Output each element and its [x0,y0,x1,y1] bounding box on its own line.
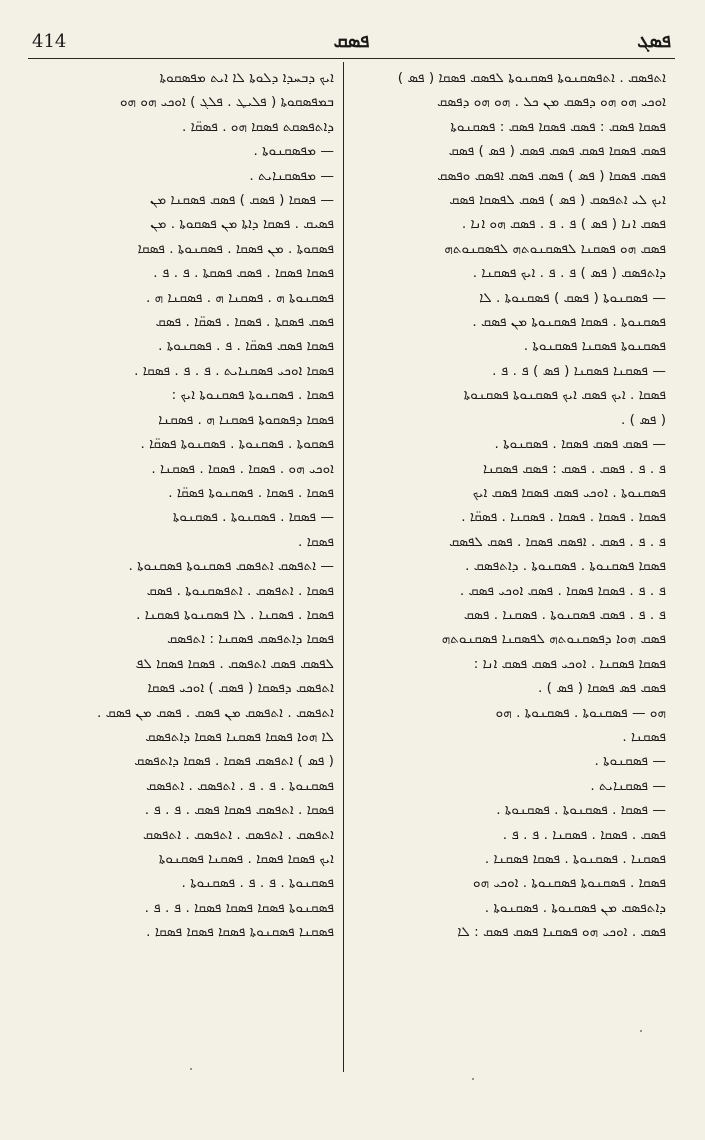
paper-speck [640,1030,642,1032]
right-column-line: ܗܘ — ܦܣܩܢܘܬܐ . ܦܣܩܢܘܬܐ . ܗܘ [495,704,666,721]
left-column-line: — ܡܦܣܩܢܐܝܬ . [249,167,334,184]
right-column-line: ܦܣܩ ܦܣܩܐ ܦܣܩ ܦܣܩ ܦܣܩ ( ܦܣ ) ܦܣܩ [448,143,666,160]
right-column-line: ܐܬܦܣܩ . ܐܬܦܣܩܢܘܬܐ ܦܣܩܢܘܬܐ ܠܦܣܩ ܦܣܩܐ ( ܦܣ ) [397,70,666,86]
left-column-line: ܐܝܟ ܦܣܩܐ ܦܣܩܐ . ܦܣܩܢܐ ܦܣܩܢܘܬܐ [158,851,334,867]
right-column-line: ܦܣܩܢܐ . ܦܣܩܢܘܬܐ . ܦܣܩܐ ܦܣܩܢܐ . [484,851,666,867]
left-column-line: ܦܣܩ ܦܣܩܬܐ . ܦܣܩܐ . ܦܣܩ̈ܐ . ܦܣܩ [155,314,334,331]
right-column-line: ( ܦܣ ) . [620,411,666,428]
left-column-line: ܦܣܩܢܐ ܦܣܩܢܘܬܐ ܦܣܩܐ ܦܣܩܐ ܦܣܩܐ . [146,924,334,941]
right-column-line: ܦܣܩܐ ܦܣܩܢܘܬܐ . ܦܣܩܢܘܬܐ . ܕܐܬܦܣܩ . [465,558,666,575]
left-column-line: ( ܦܣ ) ܐܬܦܣܩ ܦܣܩܐ . ܦܣܩܐ ܕܐܬܦܣܩ [134,753,334,770]
right-column-line: ܦܣܩܐ . ܐܝܟ ܦܣܩ ܐܝܟ ܦܣܩܢܘܬܐ ܦܣܩܢܘܬܐ [463,387,666,404]
left-column-line: — ܡܦܣܩܢܘܬܐ . [253,143,334,160]
left-column-line: ܠܦܣܩ ܦܣܩ ܐܬܦܣܩ . ܦܣܩܐ ܦܣܩܐ ܠܦ [135,655,334,672]
left-column-line: ܦܣܩܐ . [298,533,334,550]
left-column-line: ܒܡܦܣܩܘܬܐ ( ܦܠܝܛ . ܦܠܓ ) ܐܘܟܝ ܗܘ ܗܘ [119,94,334,111]
left-column-line: ܦܣܝܩ . ܦܣܩܐ ܕܐܬܐ ܡܢ ܦܣܩܘܬܐ . ܡܢ [150,216,334,233]
right-column-line: ܦܣܩܐ . ܦܣܩܢܘܬܐ ܦܣܩܢܘܬܐ . ܐܘܟܝ ܗܘ [473,875,666,892]
right-column-line: ܦܣܩ . ܐܘܟܝ ܗܘ ܦܣܩܢܐ ܦܣܩ ܦܣܩ : ܠܐ [457,924,666,941]
right-column-line: — ܦܣܩܢܐܝܬ . [590,777,666,794]
left-column-line: — ܦܣܩܐ ( ܦܣܩ ) ܦܣܩ ܦܣܩܢܐ ܡܢ [149,192,334,209]
left-column-line: ܦܣܩܐ ܕܦܣܩܘܬܐ ܦܣܩܢܐ ܗ . ܦܣܩܢܐ [158,411,334,428]
right-column-line: ܦܣܩ . ܦܣܩܐ . ܦܣܩܢܐ . ܦ . ܦ . [502,826,666,843]
right-column-line: — ܦܣܩܐ . ܦܣܩܢܘܬܐ . ܦܣܩܢܘܬܐ . [496,802,666,819]
left-column-line: ܦܣܩܐ ܐܘܟܝ ܦܣܩܢܐܝܬ . ܦ . ܦ . ܦܣܩܐ . [134,362,334,379]
right-column-line: ܦܣܩܐ ܦܣܩܢܐ . ܐܘܟܝ ܦܣܩ ܦܣܩ ܐܢܐ : [473,655,666,672]
left-column-line: ܐܬܦܣܩ . ܐܬܦܣܩ ܡܢ ܦܣܩ . ܦܣܩ ܡܢ ܦܣܩ . [97,704,334,721]
left-column-line: ܕܐܬܦܣܩܬ ܦܣܩܐ ܗܘ . ܦܣܩ̈ܐ . [181,118,334,135]
right-column-line: — ܦܣܩܢܘܬܐ ( ܦܣܩ ) ܦܣܩܢܘܬܐ . ܠܐ [479,289,666,306]
right-column-line: ܦܣܩ ܗܘܐ ܕܦܣܩܢܘܬܗ ܠܦܣܩܢܐ ܦܣܩܢܘܬܗ [441,631,666,648]
left-column-line: ܦܣܩܢܘܬܐ ܗ . ܦܣܩܢܐ ܗ . ܦܣܩܢܐ ܗ . [145,289,334,306]
left-column-line: — ܦܣܩܐ . ܦܣܩܢܘܬܐ . ܦܣܩܢܘܬܐ [172,509,334,526]
left-column-line: ܦܣܩܐ . ܦܣܩܢܘܬܐ ܦܣܩܢܘܬܐ ܐܝܟ : [171,387,334,404]
right-column-line: ܦܣܩ ܐܢܐ ( ܦܣ ) ܦ . ܦ . ܦܣܩ ܗܘ ܐܢܐ . [461,216,666,233]
left-column-line: ܦܣܩܐ ܦܣܩ ܦܣܩ̈ܐ . ܦ . ܦܣܩܢܘܬܐ . [158,338,334,355]
right-column-line: ܐܝܟ ܠܝ ܐܬܦܣܩ ( ܦܣ ) ܦܣܩ ܠܦܣܩܐ ܦܣܩ [449,192,666,209]
left-column-line: ܐܝܟ ܕܒܚܕܐ ܕܠܘܬܐ ܠܐ ܐܝܬ ܡܦܣܩܘܬܐ [159,70,334,86]
running-headword-center: ܦܣܩ [333,30,370,52]
running-header [28,28,675,59]
right-column-line: ܦ . ܦ . ܦܣܩܐ ܦܣܩܐ . ܦܣܩ ܐܘܟܝ ܦܣܩ . [459,582,666,599]
left-column [42,66,334,1066]
right-column-line: ܦܣܩܢܐ . [622,728,666,745]
right-column-line: ܦ . ܦ . ܦܣܩ . ܦܣܩ : ܦܣܩ ܦܣܩܢܐ [483,460,666,477]
right-column-line: ܦ . ܦ . ܦܣܩ ܦܣܩܢܘܬܐ . ܦܣܩܢܐ . ܦܣܩ [463,606,666,623]
right-column-line: ܦܣܩܐ ܦܣܩ : ܦܣܩ ܦܣܩܐ ܦܣܩ : ܦܣܩܢܘܬܐ [450,118,666,135]
left-column-line: ܦܣܩܢܘܬܐ . ܦ . ܦ . ܦܣܩܢܘܬܐ . [181,875,334,892]
left-column-line: ܐܘܟܝ ܗܘ . ܦܣܩܐ . ܦܣܩܐ . ܦܣܩܢܐ . [151,460,334,477]
left-column-line: ܦܣܩܐ . ܐܬܦܣܩ ܦܣܩܐ ܦܣܩ . ܦ . ܦ . [144,802,334,819]
left-column-line: ܦܣܩܢܘܬܐ ܦܣܩܐ ܦܣܩܐ ܦܣܩܐ . ܦ . ܦ . [144,899,334,916]
right-column-line: ܦܣܩܐ . ܦܣܩܐ . ܦܣܩܐ . ܦܣܩܢܐ . ܦܣܩ̈ܐ . [461,509,666,526]
right-column-line: ܦܣܩ ܦܣ ܦܣܩܐ ( ܦܣ ) . [537,680,666,697]
left-column-line: ܦܣܩܐ . ܦܣܩܢܐ . ܠܐ ܦܣܩܢܘܬܐ ܦܣܩܢܐ . [136,606,334,623]
right-column-line: — ܦܣܩܢܘܬܐ . [594,753,666,770]
right-column-line: ܕܐܬܦܣܩ ( ܦܣ ) ܦ . ܦ . ܐܝܟ ܦܣܩܢܐ . [472,265,666,282]
left-column-line: ܦܣܩܐ . ܐܬܦܣܩ . ܐܬܦܣܩܢܘܬܐ . ܦܣܩ [146,582,334,599]
left-column-line: ܐܬܦܣܩ . ܐܬܦܣܩ . ܐܬܦܣܩ . ܐܬܦܣܩ [143,826,334,843]
right-column-line: ܦ . ܦ . ܦܣܩ . ܐܦܣܩ ܦܣܩܐ . ܦܣܩ ܠܦܣܩ [449,533,666,550]
left-column-line: ܦܣܩܐ ܦܣܩܐ . ܦܣܩ ܦܣܩܬܐ . ܦ . ܦ . [153,265,334,282]
left-column-line: ܠܐ ܗܘܐ ܦܣܩܐ ܦܣܩܢܐ ܦܣܩܐ ܕܐܬܦܣܩ [145,728,334,745]
paper-speck [472,1078,474,1080]
right-column-line: ܦܣܩܢܘܬܐ . ܐܘܟܝ ܦܣܩ ܦܣܩܐ ܦܣܩ ܐܝܟ [472,484,666,501]
right-column-line: ܦܣܩ ܗܘ ܦܣܩܢܐ ܠܦܣܩܢܘܬܗ ܠܦܣܩܢܘܬܗ [444,240,666,257]
running-headword-right: ܦܣܓ [637,30,671,52]
left-column-line: ܦܣܩܢܘܬܐ . ܦ . ܦ . ܐܬܦܣܩ . ܐܬܦܣܩ [146,777,334,794]
right-column-line: ܦܣܩܢܘܬܐ . ܦܣܩܐ ܦܣܩܢܘܬܐ ܡܢ ܦܣܩ . [472,314,666,331]
paper-speck [190,1068,192,1070]
left-column-line: ܦܣܩܘܬܐ . ܡܢ ܦܣܩܐ . ܦܣܩܢܘܬܐ . ܦܣܩܐ [137,240,334,257]
left-column-line: ܐܬܦܣܩ ܕܦܣܩܐ ( ܦܣܩ ) ܐܘܟܝ ܦܣܩܐ [147,680,334,697]
right-column-line: — ܦܣܩܢܐ ܦܣܩܢܐ ( ܦܣ ) ܦ . ܦ . [492,362,666,379]
left-column-line: ܦܣܩܘܬܐ . ܦܣܩܢܘܬܐ . ܦܣܩܢܘܬܐ ܦܣܩ̈ܐ . [140,436,334,453]
right-column-line: ܐܘܟܝ ܗܘ ܗܘ ܕܦܣܩ ܡܢ ܟܠ . ܗܘ ܗܘ ܕܦܣܩ [437,94,666,111]
page-number: 414 [32,31,67,52]
left-column-line: — ܐܬܦܣܩ ܐܬܦܣܩ ܦܣܩܢܘܬܐ ܦܣܩܢܘܬܐ . [128,558,334,575]
right-column-line: ܦܣܩܢܘܬܐ ܦܣܩܢܐ ܦܣܩܢܘܬܐ . [523,338,666,355]
right-column-line: ܦܣܩ ܦܣܩܐ ( ܦܣ ) ܦܣܩ ܦܣܩ ܐܦܣܩ ܘܦܣܩ [437,167,666,184]
left-column-line: ܦܣܩܐ ܕܐܬܦܣܩ ܦܣܩܢܐ : ܐܬܦܣܩ [167,631,334,648]
left-column-line: ܦܣܩܐ . ܦܣܩܐ . ܦܣܩܢܘܬܐ ܦܣܩ̈ܐ . [168,484,334,501]
right-column-line: — ܦܣܩ ܦܣܩ ܦܣܩܐ . ܦܣܩܢܘܬܐ . [494,436,666,453]
column-divider [343,62,344,1072]
right-column-line: ܕܐܬܦܣܩ ܡܢ ܦܣܩܢܘܬܐ . ܦܣܩܢܘܬܐ . [484,899,666,916]
right-column [352,66,666,1066]
